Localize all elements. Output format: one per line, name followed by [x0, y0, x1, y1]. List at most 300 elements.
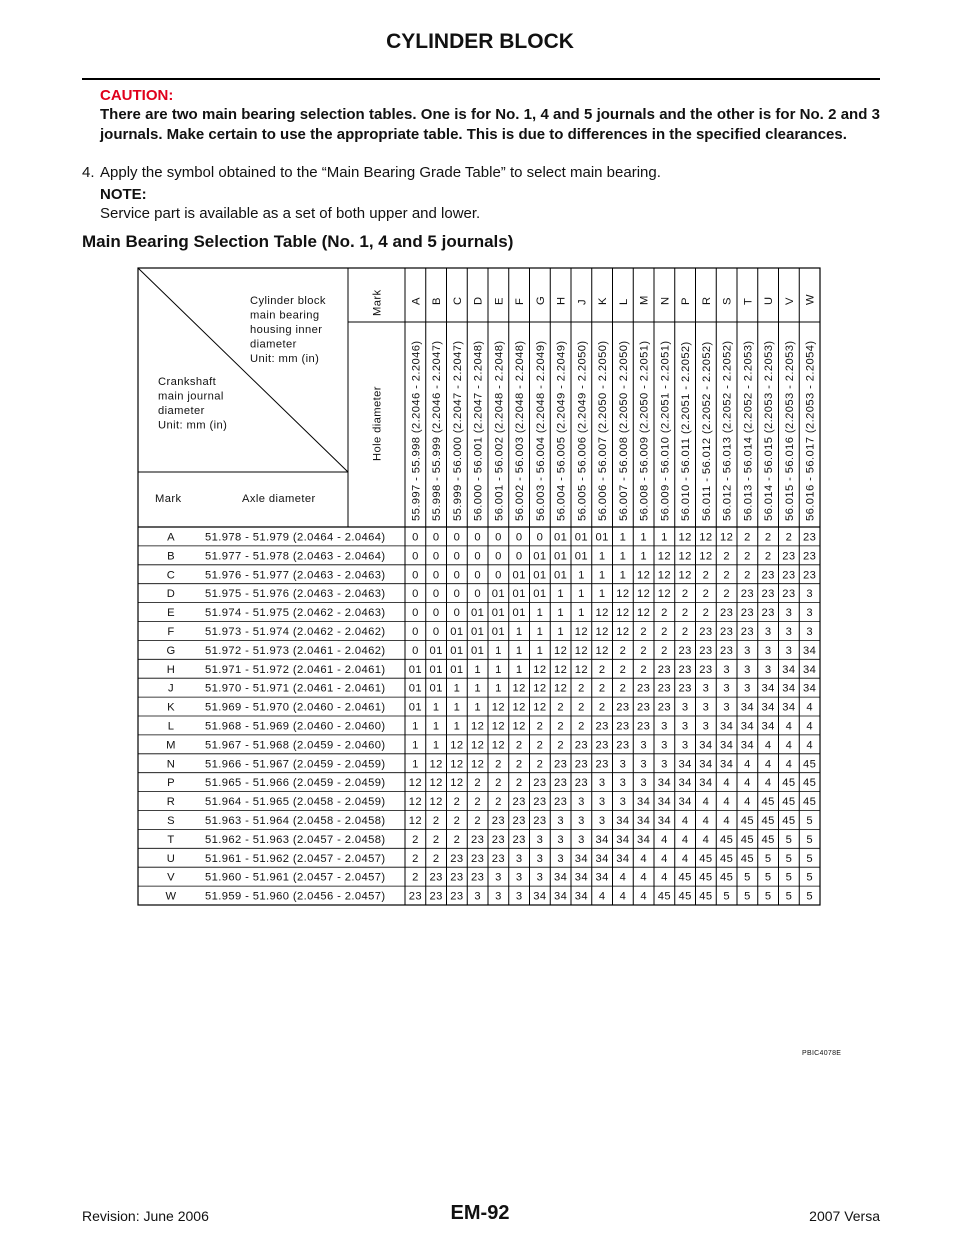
footer-page-number: EM-92 — [450, 1202, 510, 1224]
bearing-grade-cell: 01 — [512, 588, 526, 601]
column-mark: E — [493, 297, 506, 305]
bearing-grade-cell: 1 — [432, 739, 440, 752]
bearing-grade-cell: 3 — [723, 682, 730, 695]
bearing-grade-cell: 01 — [408, 701, 422, 714]
bearing-grade-cell: 23 — [740, 607, 754, 620]
bearing-grade-cell: 5 — [723, 890, 730, 903]
bearing-grade-cell: 3 — [806, 607, 813, 620]
column-hole-diameter: 55.998 - 55.999 (2.2046 - 2.2047) — [431, 340, 444, 521]
bearing-grade-cell: 34 — [533, 890, 547, 903]
bearing-grade-cell: 23 — [678, 644, 692, 657]
column-hole-diameter: 56.010 - 56.011 (2.2051 - 2.2052) — [680, 341, 693, 521]
corner-journal-label: Crankshaft — [158, 376, 217, 388]
bearing-grade-cell: 2 — [598, 701, 606, 714]
column-hole-diameter: 56.011 - 56.012 (2.2052 - 2.2052) — [700, 341, 713, 521]
bearing-grade-cell: 23 — [761, 569, 775, 582]
bearing-grade-cell: 2 — [598, 682, 606, 695]
bearing-grade-cell: 3 — [744, 644, 751, 657]
bearing-grade-cell: 2 — [702, 607, 710, 620]
bearing-grade-cell: 34 — [678, 758, 692, 771]
bearing-grade-cell: 01 — [512, 607, 526, 620]
bearing-grade-cell: 3 — [474, 890, 481, 903]
bearing-grade-cell: 45 — [803, 758, 817, 771]
bearing-grade-cell: 3 — [515, 890, 523, 903]
bearing-grade-cell: 3 — [598, 777, 606, 790]
bearing-grade-cell: 2 — [453, 796, 461, 809]
bearing-grade-cell: 23 — [512, 815, 526, 827]
bearing-grade-cell: 1 — [619, 569, 627, 582]
bearing-grade-cell: 23 — [637, 682, 651, 695]
row-mark: L — [167, 720, 175, 733]
bearing-grade-cell: 2 — [536, 720, 544, 733]
bearing-grade-cell: 45 — [740, 815, 754, 827]
bearing-grade-cell: 3 — [495, 890, 502, 903]
bearing-grade-cell: 34 — [574, 871, 588, 884]
row-axle-diameter: 51.959 - 51.960 (2.0456 - 2.0457) — [205, 890, 386, 903]
bearing-grade-cell: 4 — [744, 796, 751, 809]
bearing-grade-cell: 4 — [723, 796, 730, 809]
bearing-grade-cell: 2 — [702, 569, 710, 582]
column-hole-diameter: 56.015 - 56.016 (2.2053 - 2.2053) — [783, 340, 796, 521]
row-mark: P — [167, 777, 175, 790]
bearing-grade-cell: 12 — [699, 531, 713, 544]
row-mark: N — [166, 758, 176, 771]
bearing-grade-cell: 12 — [595, 644, 609, 657]
bearing-grade-cell: 12 — [512, 682, 526, 695]
bearing-grade-cell: 4 — [764, 739, 772, 752]
bearing-grade-cell: 12 — [678, 550, 692, 563]
bearing-grade-cell: 5 — [806, 815, 813, 827]
bearing-grade-cell: 3 — [806, 626, 813, 638]
bearing-grade-cell: 23 — [491, 815, 505, 827]
row-mark: W — [165, 890, 177, 903]
bearing-grade-cell: 01 — [574, 531, 588, 544]
bearing-grade-cell: 3 — [681, 720, 689, 733]
bearing-grade-cell: 4 — [681, 815, 689, 827]
bearing-grade-cell: 23 — [595, 720, 609, 733]
bearing-grade-cell: 34 — [657, 796, 671, 809]
bearing-grade-cell: 3 — [661, 758, 668, 771]
bearing-grade-cell: 0 — [453, 531, 461, 544]
bearing-grade-cell: 12 — [554, 682, 568, 695]
bearing-grade-cell: 1 — [661, 531, 668, 544]
bearing-grade-cell: 23 — [678, 663, 692, 676]
bearing-grade-cell: 4 — [764, 758, 772, 771]
bearing-grade-cell: 34 — [761, 701, 775, 714]
column-mark: J — [576, 299, 589, 305]
bearing-grade-cell: 12 — [408, 815, 422, 827]
row-axle-diameter: 51.972 - 51.973 (2.0461 - 2.0462) — [205, 644, 386, 657]
bearing-grade-cell: 2 — [474, 815, 481, 827]
bearing-grade-cell: 3 — [598, 815, 606, 827]
bearing-grade-cell: 5 — [785, 890, 793, 903]
bearing-grade-cell: 3 — [640, 758, 647, 771]
bearing-grade-cell: 2 — [764, 531, 772, 544]
bearing-grade-cell: 5 — [785, 871, 793, 884]
bearing-grade-cell: 34 — [803, 644, 817, 657]
bearing-grade-cell: 4 — [681, 852, 689, 865]
bearing-grade-cell: 23 — [574, 777, 588, 790]
bearing-grade-cell: 23 — [471, 833, 485, 846]
bearing-grade-cell: 1 — [557, 607, 564, 620]
row-mark: T — [167, 833, 175, 846]
row-mark: G — [166, 644, 176, 657]
bearing-grade-cell: 2 — [557, 739, 564, 752]
bearing-grade-cell: 12 — [637, 588, 651, 601]
row-axle-diameter: 51.969 - 51.970 (2.0460 - 2.0461) — [205, 701, 386, 714]
bearing-grade-cell: 4 — [619, 871, 627, 884]
bearing-grade-cell: 23 — [803, 569, 817, 582]
step-number: 4. — [82, 164, 95, 181]
bearing-grade-cell: 12 — [637, 607, 651, 620]
row-axle-diameter: 51.965 - 51.966 (2.0459 - 2.0459) — [205, 777, 386, 790]
bearing-grade-cell: 01 — [429, 682, 443, 695]
bearing-grade-cell: 5 — [764, 871, 772, 884]
row-axle-diameter: 51.974 - 51.975 (2.0462 - 2.0463) — [205, 607, 386, 620]
bearing-grade-cell: 23 — [616, 701, 630, 714]
bearing-grade-cell: 1 — [619, 531, 627, 544]
bearing-grade-cell: 23 — [533, 815, 547, 827]
bearing-grade-cell: 3 — [785, 644, 793, 657]
bearing-grade-cell: 2 — [619, 663, 627, 676]
bearing-grade-cell: 34 — [720, 758, 734, 771]
bearing-grade-cell: 1 — [536, 607, 544, 620]
bearing-grade-cell: 23 — [491, 833, 505, 846]
bearing-grade-cell: 2 — [432, 852, 440, 865]
bearing-grade-cell: 1 — [453, 720, 461, 733]
bearing-grade-cell: 34 — [637, 815, 651, 827]
bearing-grade-cell: 2 — [619, 644, 627, 657]
bearing-grade-cell: 4 — [661, 833, 668, 846]
bearing-grade-cell: 4 — [744, 758, 751, 771]
bearing-grade-cell: 0 — [495, 550, 502, 563]
bearing-grade-cell: 2 — [536, 758, 544, 771]
bearing-grade-cell: 3 — [619, 796, 627, 809]
bearing-grade-cell: 0 — [453, 588, 461, 601]
bearing-grade-cell: 12 — [657, 550, 671, 563]
bearing-grade-cell: 12 — [491, 739, 505, 752]
column-mark: M — [638, 295, 651, 305]
note-text: Service part is available as a set of both upper and lower. — [100, 205, 481, 222]
bearing-grade-cell: 0 — [453, 607, 461, 620]
bearing-grade-cell: 23 — [803, 550, 817, 563]
bearing-grade-cell: 4 — [702, 796, 710, 809]
bearing-grade-cell: 23 — [782, 588, 796, 601]
bearing-grade-cell: 2 — [453, 833, 461, 846]
bearing-grade-cell: 5 — [806, 852, 813, 865]
corner-housing-label: Cylinder block — [250, 295, 326, 307]
bearing-grade-cell: 01 — [533, 588, 547, 601]
caution-text: There are two main bearing selection tables. One is for No. 1, 4 and 5 journals and the other is for No. 2 and 3 journals. Make certain to use the appropriate table. This is due to differences in the specified clearances. — [100, 106, 880, 143]
bearing-grade-cell: 34 — [637, 833, 651, 846]
bearing-grade-cell: 12 — [616, 588, 630, 601]
bearing-grade-cell: 1 — [578, 569, 585, 582]
row-axle-diameter: 51.968 - 51.969 (2.0460 - 2.0460) — [205, 720, 386, 733]
corner-housing-label: diameter — [250, 338, 297, 351]
bearing-grade-cell: 23 — [616, 720, 630, 733]
bearing-grade-cell: 34 — [761, 682, 775, 695]
page-title: CYLINDER BLOCK — [386, 30, 574, 53]
bearing-grade-cell: 1 — [474, 701, 481, 714]
bearing-grade-cell: 23 — [637, 701, 651, 714]
bearing-grade-cell: 12 — [450, 739, 464, 752]
bearing-grade-cell: 1 — [432, 720, 440, 733]
bearing-grade-cell: 1 — [474, 663, 481, 676]
bearing-grade-cell: 0 — [432, 588, 440, 601]
bearing-grade-cell: 01 — [429, 663, 443, 676]
column-mark: T — [742, 297, 755, 305]
bearing-grade-cell: 12 — [512, 720, 526, 733]
bearing-grade-cell: 23 — [595, 739, 609, 752]
row-mark: F — [167, 626, 175, 638]
bearing-grade-cell: 34 — [740, 720, 754, 733]
row-axle-diameter: 51.967 - 51.968 (2.0459 - 2.0460) — [205, 739, 386, 752]
bearing-grade-cell: 3 — [515, 852, 523, 865]
bearing-grade-cell: 2 — [495, 777, 502, 790]
bearing-grade-cell: 1 — [578, 607, 585, 620]
column-mark: V — [783, 297, 796, 305]
row-mark: M — [166, 739, 176, 752]
bearing-grade-cell: 34 — [574, 890, 588, 903]
bearing-grade-cell: 2 — [723, 588, 730, 601]
bearing-grade-cell: 2 — [744, 531, 751, 544]
bearing-grade-cell: 2 — [412, 852, 419, 865]
bearing-grade-cell: 34 — [595, 833, 609, 846]
bearing-grade-cell: 01 — [554, 531, 568, 544]
bearing-grade-cell: 4 — [764, 777, 772, 790]
bearing-grade-cell: 45 — [720, 871, 734, 884]
bearing-grade-cell: 0 — [432, 626, 440, 638]
bearing-grade-cell: 12 — [512, 701, 526, 714]
bearing-grade-cell: 34 — [761, 720, 775, 733]
column-hole-diameter: 56.003 - 56.004 (2.2048 - 2.2049) — [534, 340, 547, 521]
row-axle-diameter: 51.976 - 51.977 (2.0463 - 2.0463) — [205, 569, 386, 582]
footer-revision: Revision: June 2006 — [82, 1208, 209, 1224]
footer-model: 2007 Versa — [809, 1208, 880, 1224]
bearing-grade-cell: 34 — [782, 701, 796, 714]
bearing-grade-cell: 2 — [640, 663, 647, 676]
bearing-grade-cell: 2 — [536, 739, 544, 752]
bearing-grade-cell: 45 — [782, 796, 796, 809]
bearing-grade-cell: 2 — [661, 607, 668, 620]
bearing-grade-cell: 2 — [578, 701, 585, 714]
bearing-grade-cell: 4 — [723, 777, 730, 790]
bearing-grade-cell: 5 — [806, 871, 813, 884]
column-hole-diameter: 56.001 - 56.002 (2.2048 - 2.2048) — [493, 340, 506, 521]
bearing-grade-cell: 4 — [661, 852, 668, 865]
bearing-grade-cell: 23 — [720, 626, 734, 638]
bearing-grade-cell: 12 — [574, 663, 588, 676]
bearing-grade-cell: 3 — [619, 758, 627, 771]
column-mark: P — [680, 297, 693, 305]
row-axle-diameter: 51.977 - 51.978 (2.0463 - 2.0464) — [205, 550, 386, 563]
bearing-grade-cell: 45 — [699, 852, 713, 865]
bearing-grade-cell: 34 — [699, 758, 713, 771]
row-mark: R — [166, 796, 176, 809]
bearing-grade-cell: 1 — [640, 550, 647, 563]
bearing-grade-cell: 0 — [536, 531, 544, 544]
bearing-grade-cell: 3 — [764, 644, 772, 657]
bearing-grade-cell: 3 — [640, 777, 647, 790]
bearing-grade-cell: 2 — [557, 701, 564, 714]
bearing-grade-cell: 2 — [785, 531, 793, 544]
bearing-grade-cell: 23 — [740, 626, 754, 638]
bearing-grade-cell: 34 — [740, 739, 754, 752]
bearing-grade-cell: 4 — [806, 739, 813, 752]
corner-journal-label: Unit: mm (in) — [158, 419, 228, 432]
bearing-grade-cell: 1 — [598, 588, 606, 601]
bearing-grade-cell: 45 — [761, 815, 775, 827]
bearing-grade-cell: 2 — [432, 815, 440, 827]
bearing-grade-cell: 0 — [412, 644, 419, 657]
bearing-grade-cell: 3 — [557, 852, 564, 865]
bearing-grade-cell: 23 — [782, 550, 796, 563]
column-hole-diameter: 55.997 - 55.998 (2.2046 - 2.2046) — [410, 340, 423, 521]
bearing-grade-cell: 34 — [720, 720, 734, 733]
row-mark: K — [167, 701, 175, 714]
bearing-grade-cell: 34 — [782, 682, 796, 695]
bearing-grade-cell: 23 — [678, 682, 692, 695]
bearing-grade-cell: 34 — [637, 796, 651, 809]
bearing-grade-cell: 12 — [657, 569, 671, 582]
bearing-grade-cell: 34 — [616, 815, 630, 827]
bearing-grade-cell: 23 — [408, 890, 422, 903]
bearing-grade-cell: 23 — [761, 607, 775, 620]
column-hole-diameter: 56.006 - 56.007 (2.2050 - 2.2050) — [597, 340, 610, 521]
bearing-grade-cell: 23 — [699, 663, 713, 676]
bearing-grade-cell: 0 — [412, 569, 419, 582]
bearing-grade-cell: 23 — [699, 626, 713, 638]
row-mark: J — [168, 682, 174, 695]
corner-housing-label: Unit: mm (in) — [250, 353, 320, 365]
bearing-grade-cell: 01 — [471, 626, 485, 638]
bearing-grade-cell: 3 — [619, 777, 627, 790]
bearing-grade-cell: 23 — [699, 644, 713, 657]
bearing-grade-cell: 0 — [412, 626, 419, 638]
corner-housing-label: main bearing — [250, 309, 320, 322]
bearing-grade-cell: 01 — [408, 663, 422, 676]
bearing-grade-cell: 0 — [474, 531, 481, 544]
column-hole-diameter: 56.002 - 56.003 (2.2048 - 2.2048) — [514, 340, 527, 521]
bearing-grade-cell: 2 — [681, 588, 689, 601]
bearing-grade-cell: 34 — [595, 871, 609, 884]
bearing-grade-cell: 3 — [806, 588, 813, 601]
bearing-grade-cell: 1 — [578, 588, 585, 601]
bearing-grade-cell: 3 — [598, 796, 606, 809]
bearing-grade-cell: 2 — [744, 550, 751, 563]
column-mark: U — [763, 296, 776, 305]
bearing-grade-cell: 1 — [432, 701, 440, 714]
bearing-grade-cell: 12 — [637, 569, 651, 582]
bearing-grade-cell: 23 — [471, 852, 485, 865]
bearing-grade-cell: 01 — [574, 550, 588, 563]
bearing-grade-cell: 3 — [536, 852, 544, 865]
bearing-grade-cell: 23 — [491, 852, 505, 865]
bearing-grade-cell: 12 — [720, 531, 734, 544]
bearing-grade-cell: 3 — [744, 663, 751, 676]
bearing-grade-cell: 1 — [619, 550, 627, 563]
bearing-grade-cell: 3 — [495, 871, 502, 884]
bearing-grade-cell: 12 — [699, 550, 713, 563]
bearing-grade-cell: 12 — [429, 796, 443, 809]
bearing-grade-cell: 23 — [554, 796, 568, 809]
bearing-grade-cell: 23 — [782, 569, 796, 582]
column-mark: R — [700, 296, 713, 305]
bearing-grade-cell: 01 — [533, 550, 547, 563]
bearing-grade-cell: 12 — [471, 739, 485, 752]
bearing-grade-cell: 3 — [702, 720, 710, 733]
row-mark: A — [167, 531, 175, 544]
bearing-grade-cell: 3 — [681, 739, 689, 752]
bearing-grade-cell: 3 — [661, 739, 668, 752]
bearing-grade-cell: 01 — [408, 682, 422, 695]
bearing-grade-cell: 2 — [495, 758, 502, 771]
bearing-grade-cell: 34 — [595, 852, 609, 865]
bearing-grade-cell: 23 — [720, 607, 734, 620]
bearing-grade-cell: 4 — [785, 739, 793, 752]
bearing-grade-cell: 0 — [412, 531, 419, 544]
bearing-grade-cell: 01 — [491, 588, 505, 601]
bearing-grade-cell: 3 — [785, 607, 793, 620]
bearing-grade-cell: 0 — [515, 531, 523, 544]
bearing-grade-cell: 12 — [678, 569, 692, 582]
bearing-grade-cell: 01 — [595, 531, 609, 544]
bearing-grade-cell: 23 — [657, 682, 671, 695]
bearing-grade-cell: 12 — [595, 626, 609, 638]
bearing-grade-cell: 34 — [554, 890, 568, 903]
column-mark: G — [534, 295, 547, 305]
bearing-grade-cell: 01 — [491, 626, 505, 638]
bearing-grade-cell: 3 — [681, 701, 689, 714]
column-hole-diameter: 56.012 - 56.013 (2.2052 - 2.2052) — [721, 340, 734, 521]
bearing-grade-cell: 34 — [678, 777, 692, 790]
bearing-grade-cell: 2 — [432, 833, 440, 846]
column-mark: B — [431, 297, 444, 305]
bearing-grade-cell: 4 — [723, 815, 730, 827]
bearing-grade-cell: 34 — [803, 663, 817, 676]
bearing-grade-cell: 0 — [474, 550, 481, 563]
bearing-grade-cell: 3 — [578, 815, 585, 827]
bearing-grade-cell: 3 — [578, 796, 585, 809]
bearing-grade-cell: 23 — [429, 890, 443, 903]
bearing-grade-cell: 0 — [412, 588, 419, 601]
bearing-grade-cell: 23 — [761, 588, 775, 601]
bearing-grade-cell: 34 — [657, 777, 671, 790]
row-mark: V — [167, 871, 175, 884]
bearing-grade-cell: 2 — [495, 796, 502, 809]
row-mark: H — [166, 663, 176, 676]
bearing-grade-cell: 23 — [450, 871, 464, 884]
bearing-grade-cell: 34 — [616, 852, 630, 865]
bearing-grade-cell: 23 — [616, 739, 630, 752]
section-heading: Main Bearing Selection Table (No. 1, 4 and 5 journals) — [82, 232, 514, 251]
column-hole-diameter: 56.008 - 56.009 (2.2050 - 2.2051) — [638, 340, 651, 521]
row-mark: E — [167, 607, 175, 620]
bearing-grade-cell: 3 — [557, 815, 564, 827]
bearing-grade-cell: 2 — [702, 588, 710, 601]
bearing-grade-cell: 23 — [429, 871, 443, 884]
bearing-grade-cell: 1 — [536, 626, 544, 638]
bearing-grade-cell: 1 — [495, 644, 502, 657]
bearing-grade-cell: 2 — [723, 569, 730, 582]
bearing-grade-cell: 2 — [515, 758, 523, 771]
bearing-grade-cell: 12 — [408, 796, 422, 809]
bearing-grade-cell: 3 — [764, 663, 772, 676]
bearing-grade-cell: 45 — [740, 852, 754, 865]
bearing-grade-cell: 1 — [598, 550, 606, 563]
bearing-grade-cell: 0 — [432, 607, 440, 620]
column-mark: F — [514, 297, 527, 305]
